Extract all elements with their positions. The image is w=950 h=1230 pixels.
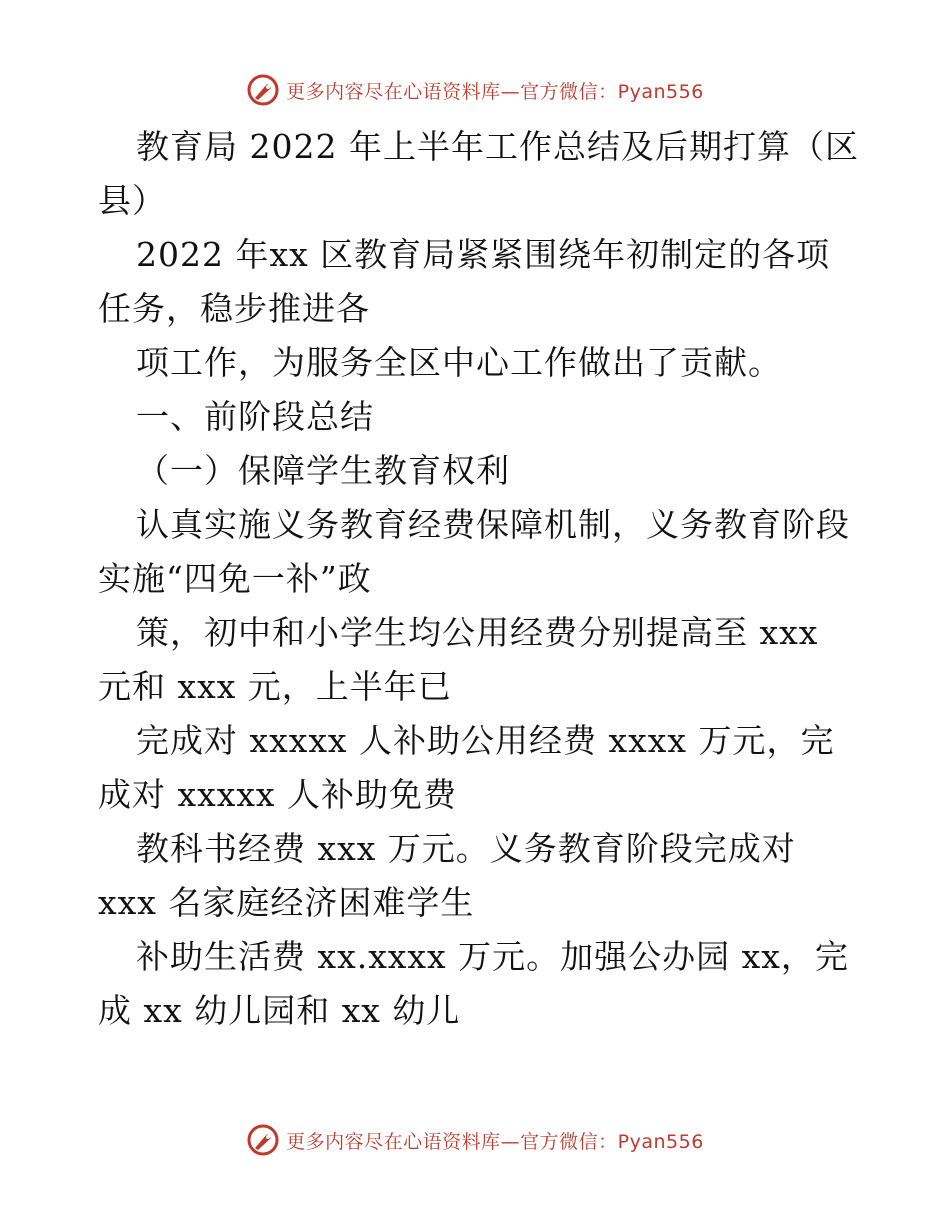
- pen-nib-logo-icon: [246, 73, 280, 107]
- document-line: 元和 xxx 元，上半年已: [98, 667, 452, 706]
- document-line: 成 xx 幼儿园和 xx 幼儿: [98, 991, 461, 1030]
- document-line: （一）保障学生教育权利: [136, 451, 510, 490]
- document-line: 补助生活费 xx.xxxx 万元。加强公办园 xx，完: [136, 937, 849, 976]
- document-line: xxx 名家庭经济困难学生: [98, 883, 475, 922]
- header-banner: [0, 70, 950, 110]
- document-line: 教育局 2022 年上半年工作总结及后期打算（区: [136, 127, 859, 166]
- document-line: 完成对 xxxxx 人补助公用经费 xxxx 万元，完: [136, 721, 835, 760]
- document-line: 县）: [98, 181, 166, 220]
- header-banner-text: 更多内容尽在心语资料库—官方微信：Pyan556: [286, 80, 704, 103]
- document-line: 项工作，为服务全区中心工作做出了贡献。: [136, 343, 782, 382]
- document-line: 2022 年xx 区教育局紧紧围绕年初制定的各项: [136, 235, 831, 274]
- document-line: 教科书经费 xxx 万元。义务教育阶段完成对: [136, 829, 796, 868]
- document-line: 策，初中和小学生均公用经费分别提高至 xxx: [136, 613, 819, 652]
- footer-banner: [0, 1120, 950, 1160]
- document-line: 实施“四免一补”政: [98, 559, 372, 598]
- document-body: [98, 120, 858, 1038]
- document-line: 成对 xxxxx 人补助免费: [98, 775, 458, 814]
- footer-banner-text: 更多内容尽在心语资料库—官方微信：Pyan556: [286, 1130, 704, 1153]
- document-line: 一、前阶段总结: [136, 397, 374, 436]
- document-line: 任务，稳步推进各: [98, 289, 370, 328]
- pen-nib-logo-icon: [246, 1123, 280, 1157]
- document-line: 认真实施义务教育经费保障机制，义务教育阶段: [136, 505, 850, 544]
